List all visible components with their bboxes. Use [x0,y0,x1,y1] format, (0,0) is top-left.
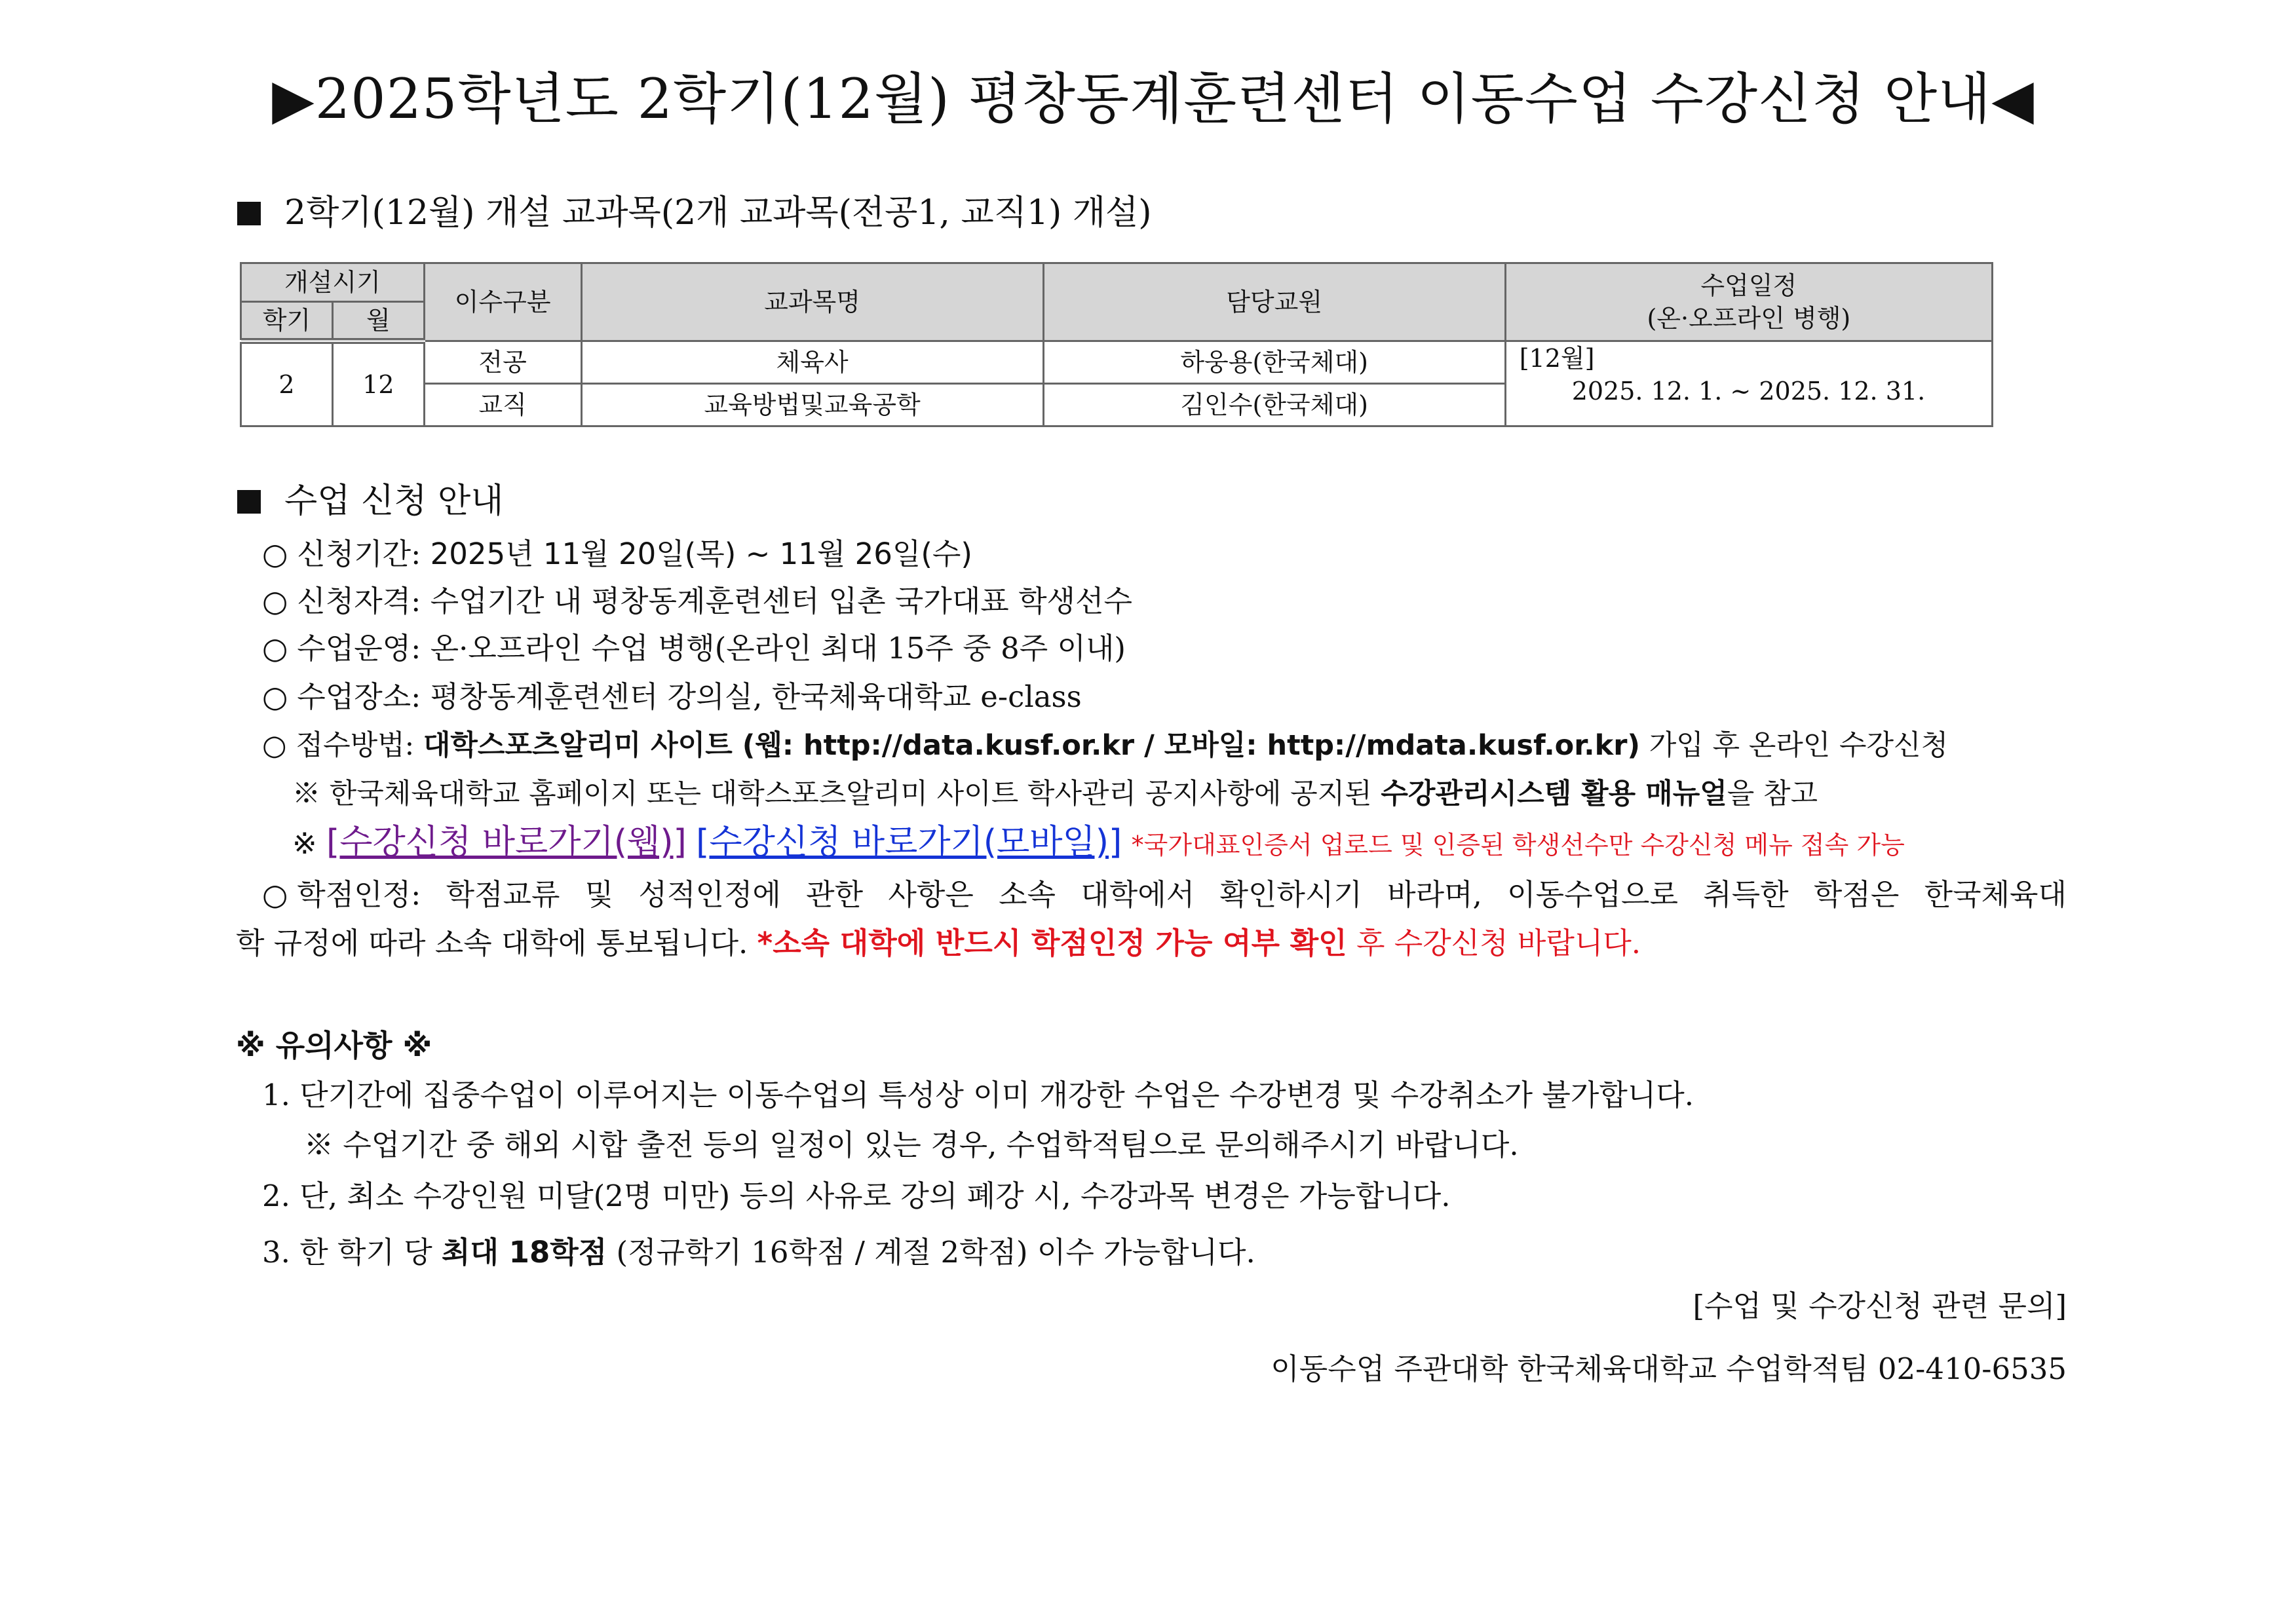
cell-course: 체육사 [581,341,1043,384]
notes-heading: ※ 유의사항 ※ [236,1028,432,1063]
apply-operation [262,629,1126,668]
header-month: 월 [332,302,424,341]
apply-note-links [292,823,1905,865]
header-course: 교과목명 [581,263,1043,341]
credit-line2-warning-rest: 후 수강신청 바랍니다. [1347,926,1641,960]
apply-period-label: 신청기간: [297,537,430,571]
cell-month: 12 [332,341,424,426]
apply-method-label: 접수방법: [296,729,423,762]
page-title: ▶2025학년도 2학기(12월) 평창동계훈련센터 이동수업 수강신청 안내◀ [272,67,2035,131]
section-courses-heading-text: 2학기(12월) 개설 교과목(2개 교과목(전공1, 교직1) 개설) [284,193,1152,233]
note-manual-prefix: ※ 한국체육대학교 홈페이지 또는 대학스포츠알리미 사이트 학사관리 공지사항에 공지된 [292,778,1381,810]
circle-bullet-icon: ○ [262,537,288,571]
apply-note-manual [292,774,1818,814]
table-row [241,341,1993,384]
apply-location-text: 수업장소: 평창동계훈련센터 강의실, 한국체육대학교 e-class [297,679,1082,714]
credit-line2-prefix: 학 규정에 따라 소속 대학에 통보됩니다. [236,926,757,960]
note-manual-suffix: 을 참고 [1727,778,1818,810]
notes-item-3 [262,1233,1255,1272]
cell-course: 교육방법및교육공학 [581,384,1043,426]
notes-item-3-suffix: (정규학기 16학점 / 계절 2학점) 이수 가능합니다. [607,1235,1255,1270]
header-schedule-line1: 수업일정 [1700,271,1797,300]
cell-semester: 2 [241,341,333,426]
section-apply-heading-text: 수업 신청 안내 [284,482,504,521]
apply-credit-line1 [262,875,2067,915]
contact-heading: [수업 및 수강신청 관련 문의] [1693,1289,2067,1323]
apply-location [262,677,1082,717]
courses-table [240,262,1993,427]
credit-line2-warning: *소속 대학에 반드시 학점인정 가능 여부 확인 [757,926,1347,960]
apply-operation-text: 수업운영: 온·오프라인 수업 병행(온라인 최대 15주 중 8주 이내) [297,631,1126,666]
note-manual-bold: 수강관리시스템 활용 매뉴얼 [1381,778,1727,810]
cell-instructor: 김인수(한국체대) [1043,384,1505,426]
apply-period-value: 2025년 11월 20일(목) ~ 11월 26일(수) [430,537,972,571]
credit-line1-text: 학점인정: 학점교류 및 성적인정에 관한 사항은 소속 대학에서 확인하시기 바라며, 이동수업으로 취득한 학점은 한국체육대 [297,877,2067,912]
apply-web-link[interactable]: [수강신청 바로가기(웹)] [326,823,687,862]
note-links-warning: *국가대표인증서 업로드 및 인증된 학생선수만 수강신청 메뉴 접속 가능 [1131,831,1905,859]
section-courses-heading [237,190,1152,236]
contact-line: 이동수업 주관대학 한국체육대학교 수업학적팀 02-410-6535 [1271,1351,2067,1386]
notes-item-1: 1. 단기간에 집중수업이 이루어지는 이동수업의 특성상 이미 개강한 수업은 수강변경 및 수강취소가 불가합니다. [262,1078,1694,1112]
apply-eligibility-text: 신청자격: 수업기간 내 평창동계훈련센터 입촌 국가대표 학생선수 [297,584,1132,618]
apply-eligibility [262,582,1132,621]
notes-item-3-prefix: 3. 한 학기 당 [262,1235,442,1270]
notes-item-3-bold: 최대 18학점 [442,1235,607,1270]
header-schedule [1505,263,1992,341]
apply-method-rest: 가입 후 온라인 수강신청 [1640,729,1949,762]
square-bullet-icon [237,490,261,514]
cell-instructor: 하웅용(한국체대) [1043,341,1505,384]
header-instructor: 담당교원 [1043,263,1505,341]
notes-item-1-sub: ※ 수업기간 중 해외 시합 출전 등의 일정이 있는 경우, 수업학적팀으로 문의해주시기 바랍니다. [304,1127,1519,1162]
section-apply-heading [237,478,503,524]
circle-bullet-icon: ○ [262,729,287,762]
header-schedule-line2: (온·오프라인 병행) [1647,304,1851,333]
apply-period [262,535,972,574]
schedule-range: 2025. 12. 1. ~ 2025. 12. 31. [1571,377,1926,406]
cell-type: 전공 [424,341,581,384]
circle-bullet-icon: ○ [262,584,288,618]
header-period-group: 개설시기 [241,263,425,302]
circle-bullet-icon: ○ [262,679,288,714]
header-semester: 학기 [241,302,333,341]
schedule-month: [12월] [1519,344,1595,373]
square-bullet-icon [237,202,261,225]
cell-type: 교직 [424,384,581,426]
circle-bullet-icon: ○ [262,877,288,912]
apply-mobile-link[interactable]: [수강신청 바로가기(모바일)] [696,823,1122,862]
apply-method-site[interactable]: 대학스포츠알리미 사이트 (웹: http://data.kusf.or.kr / 모바일: http://mdata.kusf.or.kr) [423,729,1641,762]
notes-item-2: 2. 단, 최소 수강인원 미달(2명 미만) 등의 사유로 강의 폐강 시, 수강과목 변경은 가능합니다. [262,1179,1451,1213]
note-links-prefix: ※ [292,826,327,861]
apply-credit-line2 [236,924,1641,963]
apply-method [262,726,1948,765]
circle-bullet-icon: ○ [262,631,288,666]
cell-schedule [1505,341,1992,426]
header-type: 이수구분 [424,263,581,341]
